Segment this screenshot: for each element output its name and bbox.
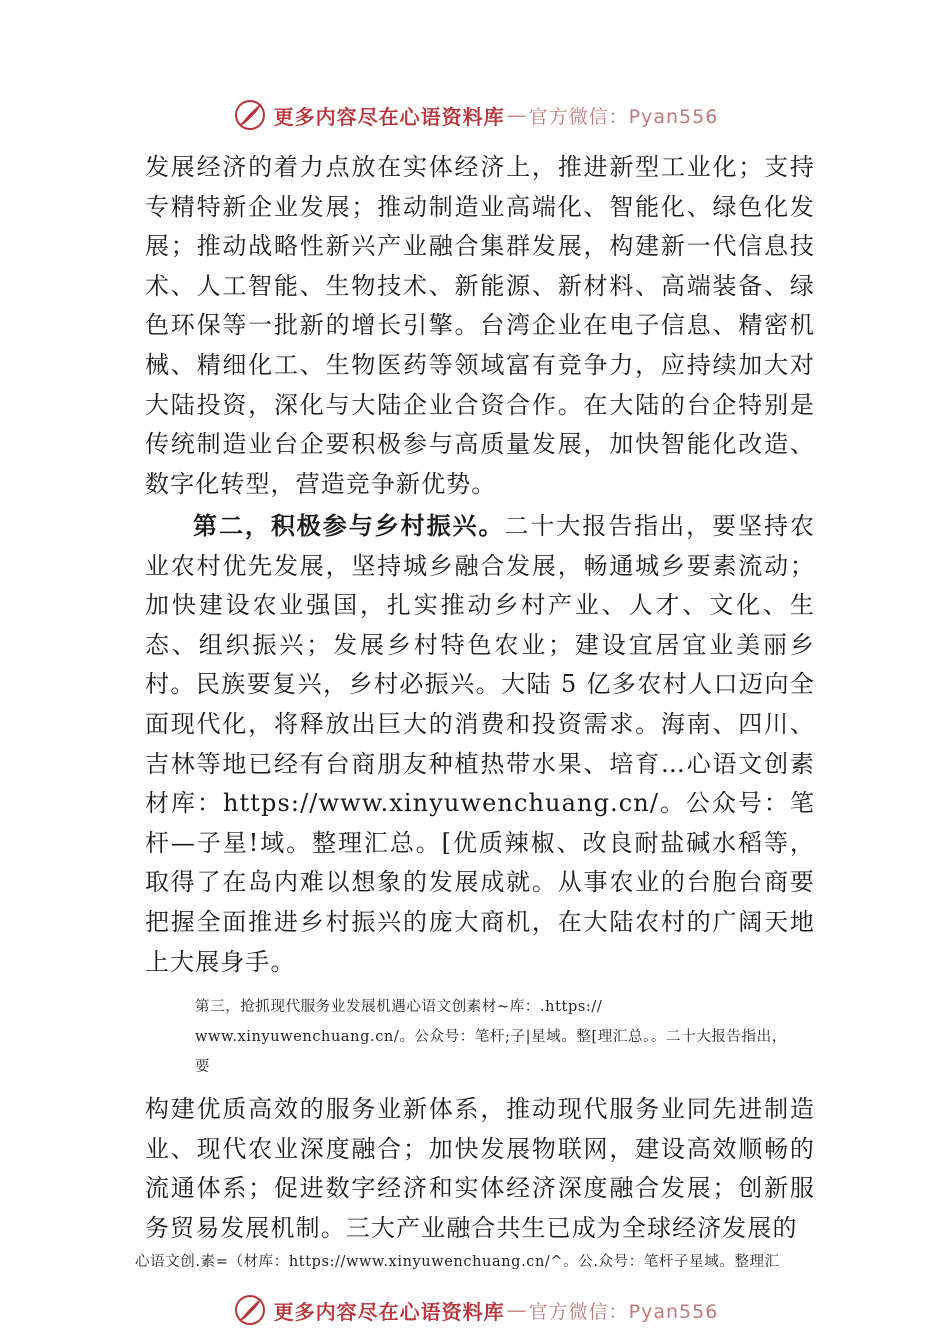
paragraph-3-line-1: 第三，抢抓现代服务业发展机遇心语文创素材~库：.https:// bbox=[195, 999, 603, 1015]
paragraph-4: 构建优质高效的服务业新体系，推动现代服务业同先进制造业、现代农业深度融合；加快发展物联网，建设高效顺畅的流通体系；促进数字经济和实体经济深度融合发展；创新服务贸易发展机制。三大产业融合共生已成为全球经济发展的 bbox=[145, 1095, 815, 1242]
footer-banner bbox=[0, 1290, 950, 1330]
header-banner bbox=[0, 95, 950, 135]
paragraph-1-block bbox=[145, 148, 815, 504]
paragraph-4-block bbox=[145, 1090, 815, 1248]
paragraph-2-heading: 第二，积极参与乡村振兴。 bbox=[193, 511, 505, 540]
footer-note: 心语文创.素=（材库：https://www.xinyuwenchuang.cn/^。公.众号：笔杆子星域。整理汇 bbox=[135, 1254, 780, 1270]
banner-title: 更多内容尽在心语资料库 bbox=[273, 104, 505, 129]
footer-banner-contact: 官方微信：Pyan556 bbox=[528, 1300, 719, 1323]
quill-logo-icon bbox=[232, 1292, 268, 1328]
banner-contact: 官方微信：Pyan556 bbox=[528, 105, 719, 128]
paragraph-1: 发展经济的着力点放在实体经济上，推进新型工业化；支持专精特新企业发展；推动制造业高端化、智能化、绿色化发展；推动战略性新兴产业融合集群发展，构建新一代信息技术、人工智能、生物技术、新能源、新材料、高端装备、绿色环保等一批新的增长引擎。台湾企业在电子信息、精密机械、精细化工、生物医药等领域富有竞争力，应持续加大对大陆投资，深化与大陆企业合资合作。在大陆的台企特别是传统制造业台企要积极参与高质量发展，加快智能化改造、 数字化转型，营造竞争新优势。 bbox=[145, 153, 815, 498]
paragraph-3-small bbox=[195, 992, 865, 1082]
paragraph-3-line-2: www.xinyuwenchuang.cn/。公众号：笔杆;子|星域。整[理汇总。。二十大报告指出， bbox=[195, 1029, 787, 1045]
paragraph-3-line-3: 要 bbox=[195, 1059, 211, 1075]
quill-logo-icon bbox=[232, 97, 268, 133]
paragraph-2-block bbox=[145, 506, 815, 982]
footer-banner-separator: — bbox=[506, 1298, 527, 1322]
banner-separator: — bbox=[506, 103, 527, 127]
paragraph-2 bbox=[145, 506, 815, 982]
paragraph-2-body: 二十大报告指出，要坚持农业农村优先发展，坚持城乡融合发展，畅通城乡要素流动；加快建设农业强国，扎实推动乡村产业、人才、文化、生态、组织振兴；发展乡村特色农业；建设宜居宜业美丽乡村。民族要复兴，乡村必振兴。大陆 5 亿多农村人口迈向全面现代化，将释放出巨大的消费和投资需求。海南、四川、吉林等地已经有台商朋友种植热带水果、培育…心语文创素材库：https://www.xinyuwenchuang.cn/。公众号：笔杆—子星!域。整理汇总。[优质辣椒、改良耐盐碱水稻等，取得了在岛内难以想象的发展成就。从事农业的台胞台商要把握全面推进乡村振兴的庞大商机，在大陆农村的广阔天地上大展身手。 bbox=[145, 512, 815, 976]
footer-banner-title: 更多内容尽在心语资料库 bbox=[273, 1299, 505, 1324]
